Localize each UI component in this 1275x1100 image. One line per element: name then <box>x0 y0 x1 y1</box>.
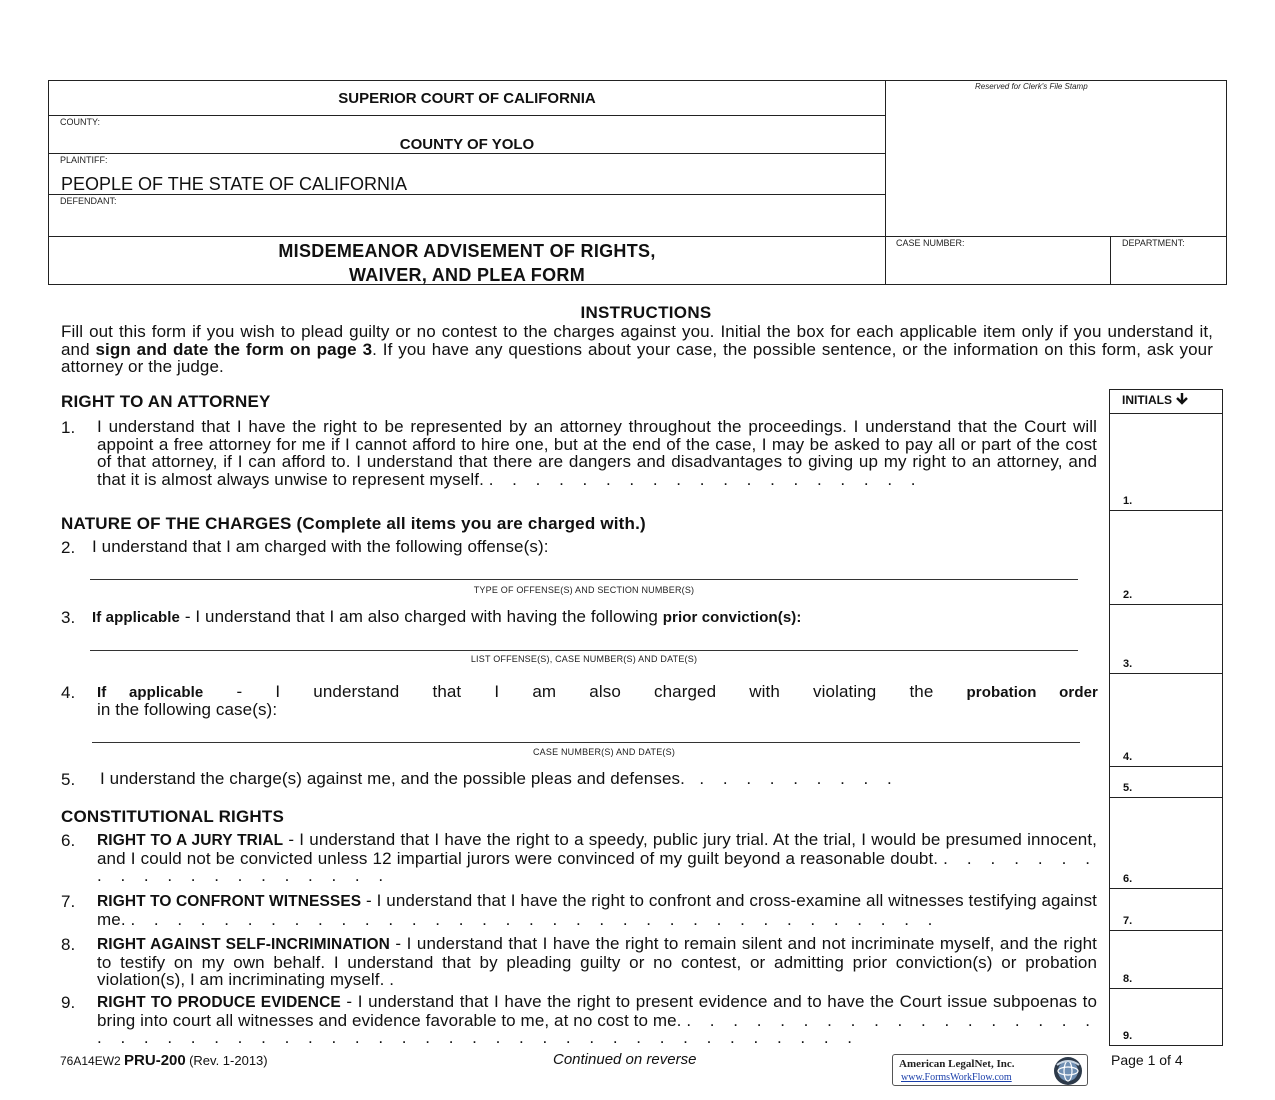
department-label: DEPARTMENT: <box>1122 238 1185 248</box>
prior-conviction-line-label: LIST OFFENSE(S), CASE NUMBER(S) AND DATE(S) <box>470 654 698 664</box>
item-4-text-line2: in the following case(s): <box>97 700 278 719</box>
initials-header: INITIALS <box>1122 392 1189 407</box>
county-label: COUNTY: <box>60 117 101 127</box>
legalnet-logo[interactable] <box>892 1054 1088 1086</box>
prior-conviction-line[interactable] <box>90 650 1078 651</box>
item-3-text: If applicable - I understand that I am also charged with having the following prior conviction(s): <box>92 607 802 626</box>
initials-column <box>1109 389 1223 1046</box>
clerk-stamp-label: Reserved for Clerk's File Stamp <box>975 82 1088 91</box>
initials-box-3[interactable]: 3. <box>1110 604 1222 673</box>
initials-box-7[interactable]: 7. <box>1110 888 1222 930</box>
offense-line-label: TYPE OF OFFENSE(S) AND SECTION NUMBER(S) <box>473 585 695 595</box>
initials-box-6[interactable]: 6. <box>1110 797 1222 888</box>
instructions-text: Fill out this form if you wish to plead guilty or no contest to the charges against you. Initial the box for each applicable item only if you understand it, and sign and date the form on page 3. If you have any questions about your case, the possible sentence, or the information on this form, ask your attorney or the judge. <box>61 322 1213 376</box>
county-name: COUNTY OF YOLO <box>399 136 535 153</box>
item-7-text: RIGHT TO CONFRONT WITNESSES - I understand that I have the right to confront and cross-examine all witnesses testifying against me. . . . . . . . . . . . . . . . . . . . . . . . . . . . . . . . . . . . <box>97 891 1097 929</box>
item-5-text: I understand the charge(s) against me, and the possible pleas and defenses. . . . . . . . . . <box>100 769 899 788</box>
initials-box-8[interactable]: 8. <box>1110 930 1222 988</box>
item-9-number: 9. <box>61 993 76 1012</box>
section-constitutional-heading: CONSTITUTIONAL RIGHTS <box>61 807 284 826</box>
offense-line[interactable] <box>90 579 1078 580</box>
item-5-number: 5. <box>61 770 76 789</box>
probation-case-line-label: CASE NUMBER(S) AND DATE(S) <box>532 747 676 757</box>
item-1-number: 1. <box>61 418 76 437</box>
item-2-number: 2. <box>61 538 76 557</box>
form-title-line1: MISDEMEANOR ADVISEMENT OF RIGHTS, <box>278 241 656 261</box>
case-number-label: CASE NUMBER: <box>896 238 965 248</box>
plaintiff-name: PEOPLE OF THE STATE OF CALIFORNIA <box>61 174 408 194</box>
item-6-number: 6. <box>61 831 76 850</box>
item-3-number: 3. <box>61 608 76 627</box>
item-4-text-line1: If applicable - I understand that I am also charged with violating the probation order <box>97 682 1098 701</box>
arrow-down-icon <box>1175 392 1189 405</box>
initials-box-4[interactable]: 4. <box>1110 673 1222 766</box>
court-name: SUPERIOR COURT OF CALIFORNIA <box>338 90 596 107</box>
globe-icon <box>1051 1055 1085 1087</box>
initials-box-2[interactable]: 2. <box>1110 510 1222 604</box>
probation-case-line[interactable] <box>92 742 1080 743</box>
logo-url[interactable]: www.FormsWorkFlow.com <box>901 1072 1012 1083</box>
logo-name: American LegalNet, Inc. <box>899 1058 1015 1070</box>
form-title-line2: WAIVER, AND PLEA FORM <box>349 265 585 285</box>
instructions-heading: INSTRUCTIONS <box>580 303 712 322</box>
page-number: Page 1 of 4 <box>1111 1052 1183 1068</box>
item-9-text: RIGHT TO PRODUCE EVIDENCE - I understand that I have the right to present evidence and to have the Court issue subpoenas to bring into court all witnesses and evidence favorable to me, at no cost to me. . . . . . . . . . . . . . . . . . . . . . . . . . . . . . . . . . . . . . . . . . . . . . . . . . . . <box>97 993 1097 1047</box>
item-4-number: 4. <box>61 683 76 702</box>
form-identifier: 76A14EW2 PRU-200 (Rev. 1-2013) <box>60 1052 268 1069</box>
plaintiff-label: PLAINTIFF: <box>60 155 108 165</box>
item-7-number: 7. <box>61 892 76 911</box>
initials-box-1[interactable]: 1. <box>1110 413 1222 510</box>
item-2-text: I understand that I am charged with the following offense(s): <box>92 537 549 556</box>
caption-box <box>48 80 1227 285</box>
item-6-text: RIGHT TO A JURY TRIAL - I understand that I have the right to a speedy, public jury trial. At the trial, I would be presumed innocent, and I could not be convicted unless 12 impartial jurors were convinced of my guilt beyond a reasonable doubt. . . . . . . . . . . . . . . . . . . . . <box>97 830 1098 885</box>
section-charges-heading: NATURE OF THE CHARGES (Complete all items you are charged with.) <box>61 514 646 533</box>
defendant-label: DEFENDANT: <box>60 196 117 206</box>
continued-note: Continued on reverse <box>553 1051 697 1068</box>
initials-box-9[interactable]: 9. <box>1110 988 1222 1045</box>
initials-box-5[interactable]: 5. <box>1110 766 1222 797</box>
item-8-number: 8. <box>61 935 76 954</box>
item-8-text: RIGHT AGAINST SELF-INCRIMINATION - I understand that I have the right to remain silent and not incriminate myself, and the right to testify on my own behalf. I understand that by pleading guilty or no contest, or admitting prior conviction(s) or probation violation(s), I am incriminating myself. . <box>97 934 1098 989</box>
section-attorney-heading: RIGHT TO AN ATTORNEY <box>61 392 271 411</box>
item-1-text: I understand that I have the right to be represented by an attorney throughout the proceedings. I understand that the Court will appoint a free attorney for me if I cannot afford to hire one, but at the end of the case, I may be asked to pay all or part of the cost of that attorney, if I can afford to. I understand that there are dangers and disadvantages to giving up my right to an attorney, and that it is almost always unwise to represent myself. . . . . . . . . . . . . . . . . . . . <box>97 417 1097 489</box>
